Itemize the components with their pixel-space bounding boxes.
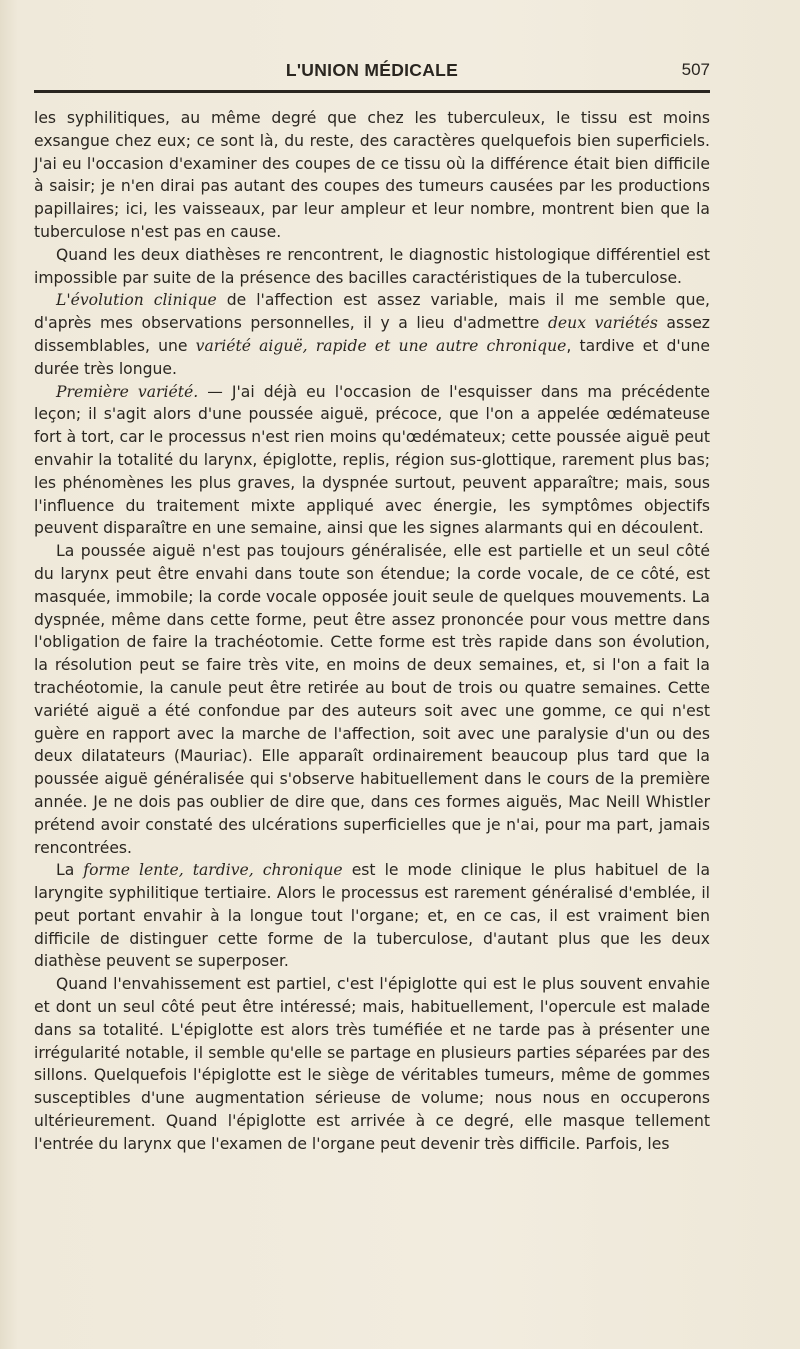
italic-text: L'évolution clinique <box>56 291 217 310</box>
header-rule <box>34 90 710 93</box>
paragraph <box>34 381 710 541</box>
text-run: — J'ai déjà eu l'occasion de l'esquisser dans ma précédente leçon; il s'agit alors d'une poussée aiguë, précoce, que l'on a appelée œdémateuse fort à tort, car le processus n'est rien moins qu'œdémateux; cette poussée aiguë peut envahir la totalité du larynx, épiglotte, replis, région sus-glottique, rarement plus bas; les phénomènes les plus graves, la dyspnée surtout, peuvent apparaître; mais, sous l'influence du traitement mixte appliqué avec énergie, les symptômes objectifs peuvent disparaître en une semaine, ainsi que les signes alarmants qui en découlent. <box>34 382 710 538</box>
text-run: La <box>56 861 84 880</box>
text-run: est le mode clinique le plus habituel de la laryngite syphilitique tertiaire. Alors le processus est rarement généralisé d'emblée, il peut portant envahir à la longue tout l'organe; et, en ce cas, il est vraiment bien difficile de distinguer cette forme de la tuberculose, d'autant plus que les deux diathèse peuvent se superposer. <box>34 861 710 971</box>
text-run: , tardive et d'une durée très longue. <box>34 336 710 378</box>
italic-text: Première variété. <box>56 382 199 401</box>
text-run: Quand l'envahissement est partiel, c'est l'épiglotte qui est le plus souvent envahie et dont un seul côté peut être intéressé; mais, habituellement, l'opercule est malade dans sa totalité. L'épiglotte est alors très tuméfiée et ne tarde pas à présenter une irrégularité notable, il semble qu'elle se partage en plusieurs parties séparées par des sillons. Quelquefois l'épiglotte est le siège de véritables tumeurs, même de gommes susceptibles d'une augmentation sérieuse de volume; nous nous en occuperons ultérieurement. Quand l'épiglotte est arrivée à ce degré, elle masque tellement l'entrée du larynx que l'examen de l'organe peut devenir très difficile. Parfois, les <box>34 975 710 1153</box>
paragraph <box>34 859 710 973</box>
paragraph <box>34 540 710 859</box>
paragraph <box>34 289 710 380</box>
paragraph <box>34 107 710 244</box>
article-body <box>34 107 710 1156</box>
text-run: Quand les deux diathèses re rencontrent, le diagnostic histologique différentiel est impossible par suite de la présence des bacilles caractéristiques de la tuberculose. <box>34 245 710 287</box>
italic-text: deux variétés <box>547 314 658 333</box>
text-run: de l'affection est assez variable, mais il me semble que, d'après mes observations personnelles, il y a lieu d'admettre <box>34 291 711 333</box>
running-header <box>34 58 710 88</box>
paragraph <box>34 973 710 1155</box>
text-run: les syphilitiques, au même degré que chez les tuberculeux, le tissu est moins exsangue chez eux; ce sont là, du reste, des caractères quelquefois bien superficiels. J'ai eu l'occasion d'examiner des coupes de ce tissu où la différence était bien difficile à saisir; je n'en dirai pas autant des coupes des tumeurs causées par les productions papillaires; ici, les vaisseaux, par leur ampleur et leur nombre, montrent bien que la tuberculose n'est pas en cause. <box>34 109 710 241</box>
italic-text: variété aiguë, rapide et une autre chronique <box>195 336 567 355</box>
italic-text: forme lente, tardive, chronique <box>83 861 343 880</box>
running-title: L'UNION MÉDICALE <box>285 60 459 80</box>
text-run: La poussée aiguë n'est pas toujours généralisée, elle est partielle et un seul côté du larynx peut être envahi dans toute son étendue; la corde vocale, de ce côté, est masquée, immobile; la corde vocale opposée jouit seule de quelques mouvements. La dyspnée, même dans cette forme, peut être assez prononcée pour vous mettre dans l'obligation de faire la trachéotomie. Cette forme est très rapide dans son évolution, la résolution peut se faire très vite, en moins de deux semaines, et, si l'on a fait la trachéotomie, la canule peut être retirée au bout de trois ou quatre semaines. Cette variété aiguë a été confondue par des auteurs soit avec une gomme, ce qui n'est guère en rapport avec la marche de l'affection, soit avec une paralysie d'un ou des deux dilatateurs (Mauriac). Elle apparaît ordinairement beaucoup plus tard que la poussée aiguë généralisée qui s'observe habituellement dans le cours de la première année. Je ne dois pas oublier de dire que, dans ces formes aiguës, Mac Neill Whistler prétend avoir constaté des ulcérations superficielles que je n'ai, pour ma part, jamais rencontrées. <box>34 542 710 857</box>
paragraph <box>34 244 710 290</box>
page-number: 507 <box>681 60 710 79</box>
text-run: assez dissemblables, une <box>34 314 710 355</box>
